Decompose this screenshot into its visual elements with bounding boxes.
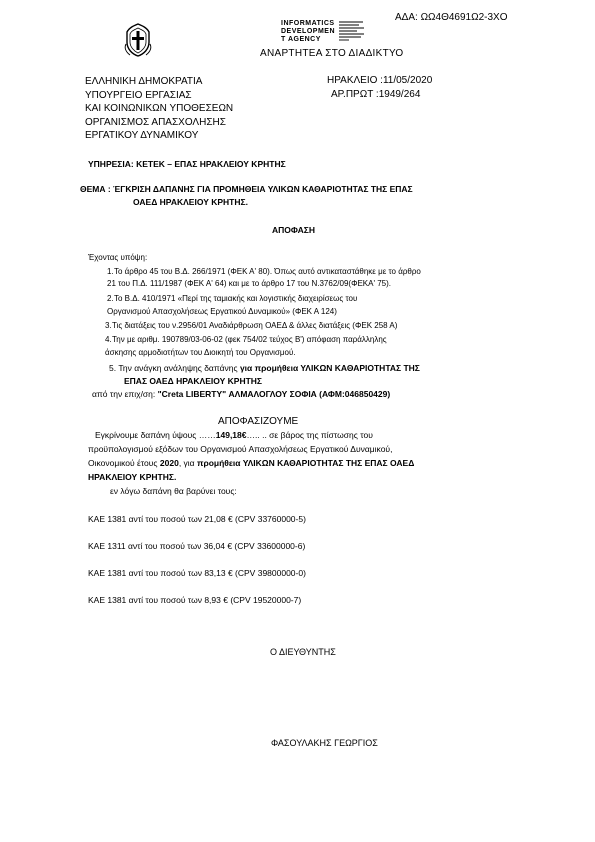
item-number: 2. xyxy=(107,294,114,303)
approval-amount: 149,18€ xyxy=(215,430,247,440)
approval-post: ….. .. σε βάρος της πίστωσης του xyxy=(246,430,373,440)
supplier-name: "Creta LIBERTY" ΑΛΜΑΛΟΓΛΟΥ ΣΟΦΙΑ (ΑΦΜ:046850429) xyxy=(157,389,391,399)
subject-line-2: ΟΑΕΔ ΗΡΑΚΛΕΙΟΥ ΚΡΗΤΗΣ. xyxy=(133,197,248,207)
item5-line-2: ΕΠΑΣ ΟΑΕΔ ΗΡΑΚΛΕΙΟΥ ΚΡΗΤΗΣ xyxy=(124,376,263,386)
informatics-agency-logo xyxy=(277,20,367,50)
approval-line-1 xyxy=(95,430,373,440)
protocol-number: ΑΡ.ΠΡΩΤ :1949/264 xyxy=(331,89,421,100)
approval-l3-bold: προμήθεια ΥΛΙΚΩΝ ΚΑΘΑΡΙΟΤΗΤΑΣ ΤΗΣ ΕΠΑΣ ΟΑΕΔ xyxy=(196,458,415,468)
item-text: Το Β.Δ. 410/1971 «Περί της ταμιακής και λογιστικής διαχειρίσεως του xyxy=(114,294,358,303)
item5-line3-pre: από την επιχ/ση: xyxy=(92,389,158,399)
item-number: 5. xyxy=(109,363,117,373)
logo-small-text-icon xyxy=(339,21,365,41)
kae-row: ΚΑΕ 1381 αντί του ποσού των 83,13 € (CPV 39800000-0) xyxy=(88,568,306,578)
signature-role: Ο ΔΙΕΥΘΥΝΤΗΣ xyxy=(270,647,336,657)
logo-line: INFORMATICS xyxy=(281,20,335,27)
item-text: Το άρθρο 45 του Β.Δ. 266/1971 (ΦΕΚ Α' 80). Όπως αυτό αντικαταστάθηκε με το άρθρο xyxy=(114,267,421,276)
approval-l3-pre: Οικονομικού έτους xyxy=(88,458,160,468)
considering-label: Έχοντας υπόψη: xyxy=(88,253,148,262)
item-text: άσκησης αρμοδιοτήτων του Διοικητή του Οργανισμού. xyxy=(105,348,296,357)
item-number: 4. xyxy=(105,335,112,344)
sender-line: ΕΡΓΑΤΙΚΟΥ ΔΥΝΑΜΙΚΟΥ xyxy=(85,130,199,141)
approval-l3-mid: , για xyxy=(178,458,197,468)
service-line: ΥΠΗΡΕΣΙΑ: ΚΕΤΕΚ – ΕΠΑΣ ΗΡΑΚΛΕΙΟΥ ΚΡΗΤΗΣ xyxy=(88,159,286,169)
signature-name: ΦΑΣΟΥΛΑΚΗΣ ΓΕΩΡΓΙΟΣ xyxy=(271,738,378,748)
greek-emblem-icon xyxy=(123,22,153,58)
kae-row: ΚΑΕ 1381 αντί του ποσού των 8,93 € (CPV 19520000-7) xyxy=(88,595,302,605)
sender-line: ΚΑΙ ΚΟΙΝΩΝΙΚΩΝ ΥΠΟΘΕΣΕΩΝ xyxy=(85,103,234,114)
item-text: Τις διατάξεις του ν.2956/01 Αναδιάρθρωση ΟΑΕΔ & άλλες διατάξεις (ΦΕΚ 258 Α) xyxy=(112,321,398,330)
decision-heading: ΑΠΟΦΑΣΗ xyxy=(272,225,316,235)
sender-block xyxy=(85,75,233,143)
place-date: ΗΡΑΚΛΕΙΟ :11/05/2020 xyxy=(327,75,433,86)
item5-bold: για προμήθεια ΥΛΙΚΩΝ ΚΑΘΑΡΙΟΤΗΤΑΣ ΤΗΣ xyxy=(239,363,420,373)
item5-pre: Την ανάγκη ανάληψης δαπάνης xyxy=(118,363,240,373)
item-text: 21 του Π.Δ. 111/1987 (ΦΕΚ Α' 64) και με το άρθρο 17 του Ν.3762/09(ΦΕΚΑ' 75). xyxy=(107,279,391,288)
item-number: 1. xyxy=(107,267,114,276)
logo-line: DEVELOPMEN xyxy=(281,28,336,35)
approval-line-2: προϋπολογισμού εξόδων του Οργανισμού Απασχολήσεως Εργατικού Δυναμικού, xyxy=(88,444,393,454)
ada-code: ΑΔΑ: ΩΩ4Θ4691Ω2-3ΧΟ xyxy=(395,12,508,23)
approval-line-3 xyxy=(88,458,414,468)
item5-line-3 xyxy=(92,389,390,399)
approval-line-4: ΗΡΑΚΛΕΙΟΥ ΚΡΗΤΗΣ. xyxy=(88,472,177,482)
subject-line-1: ΘΕΜΑ : ΈΓΚΡΙΣΗ ΔΑΠΑΝΗΣ ΓΙΑ ΠΡΟΜΗΘΕΙΑ ΥΛΙΚΩΝ ΚΑΘΑΡΙΟΤΗΤΑΣ ΤΗΣ ΕΠΑΣ xyxy=(80,184,413,194)
logo-line: T AGENCY xyxy=(281,36,321,43)
we-decide-heading: ΑΠΟΦΑΣΙΖΟΥΜΕ xyxy=(218,416,299,427)
sender-line: ΥΠΟΥΡΓΕΙΟ ΕΡΓΑΣΙΑΣ xyxy=(85,89,192,101)
approval-year: 2020 xyxy=(159,458,179,468)
kae-row: ΚΑΕ 1311 αντί του ποσού των 36,04 € (CPV 33600000-6) xyxy=(88,541,306,551)
item-text: Οργανισμού Απασχολήσεως Εργατικού Δυναμικού» (ΦΕΚ Α 124) xyxy=(107,307,337,316)
item5-line-1 xyxy=(109,363,420,373)
posted-online-label: ΑΝΑΡΤΗΤΕΑ ΣΤΟ ΔΙΑΔΙΚΤΥΟ xyxy=(260,48,404,59)
approval-line-5: εν λόγω δαπάνη θα βαρύνει τους: xyxy=(110,486,237,496)
item-text: Την με αριθμ. 190789/03-06-02 (φεκ 754/02 τεύχος Β') απόφαση παράλληλης xyxy=(112,335,387,344)
approval-pre: Εγκρίνουμε δαπάνη ύψους …… xyxy=(95,430,216,440)
sender-line: ΟΡΓΑΝΙΣΜΟΣ ΑΠΑΣΧΟΛΗΣΗΣ xyxy=(85,116,226,128)
sender-line: ΕΛΛΗΝΙΚΗ ΔΗΜΟΚΡΑΤΙΑ xyxy=(85,76,203,87)
kae-row: ΚΑΕ 1381 αντί του ποσού των 21,08 € (CPV 33760000-5) xyxy=(88,514,306,524)
item-number: 3. xyxy=(105,321,112,330)
